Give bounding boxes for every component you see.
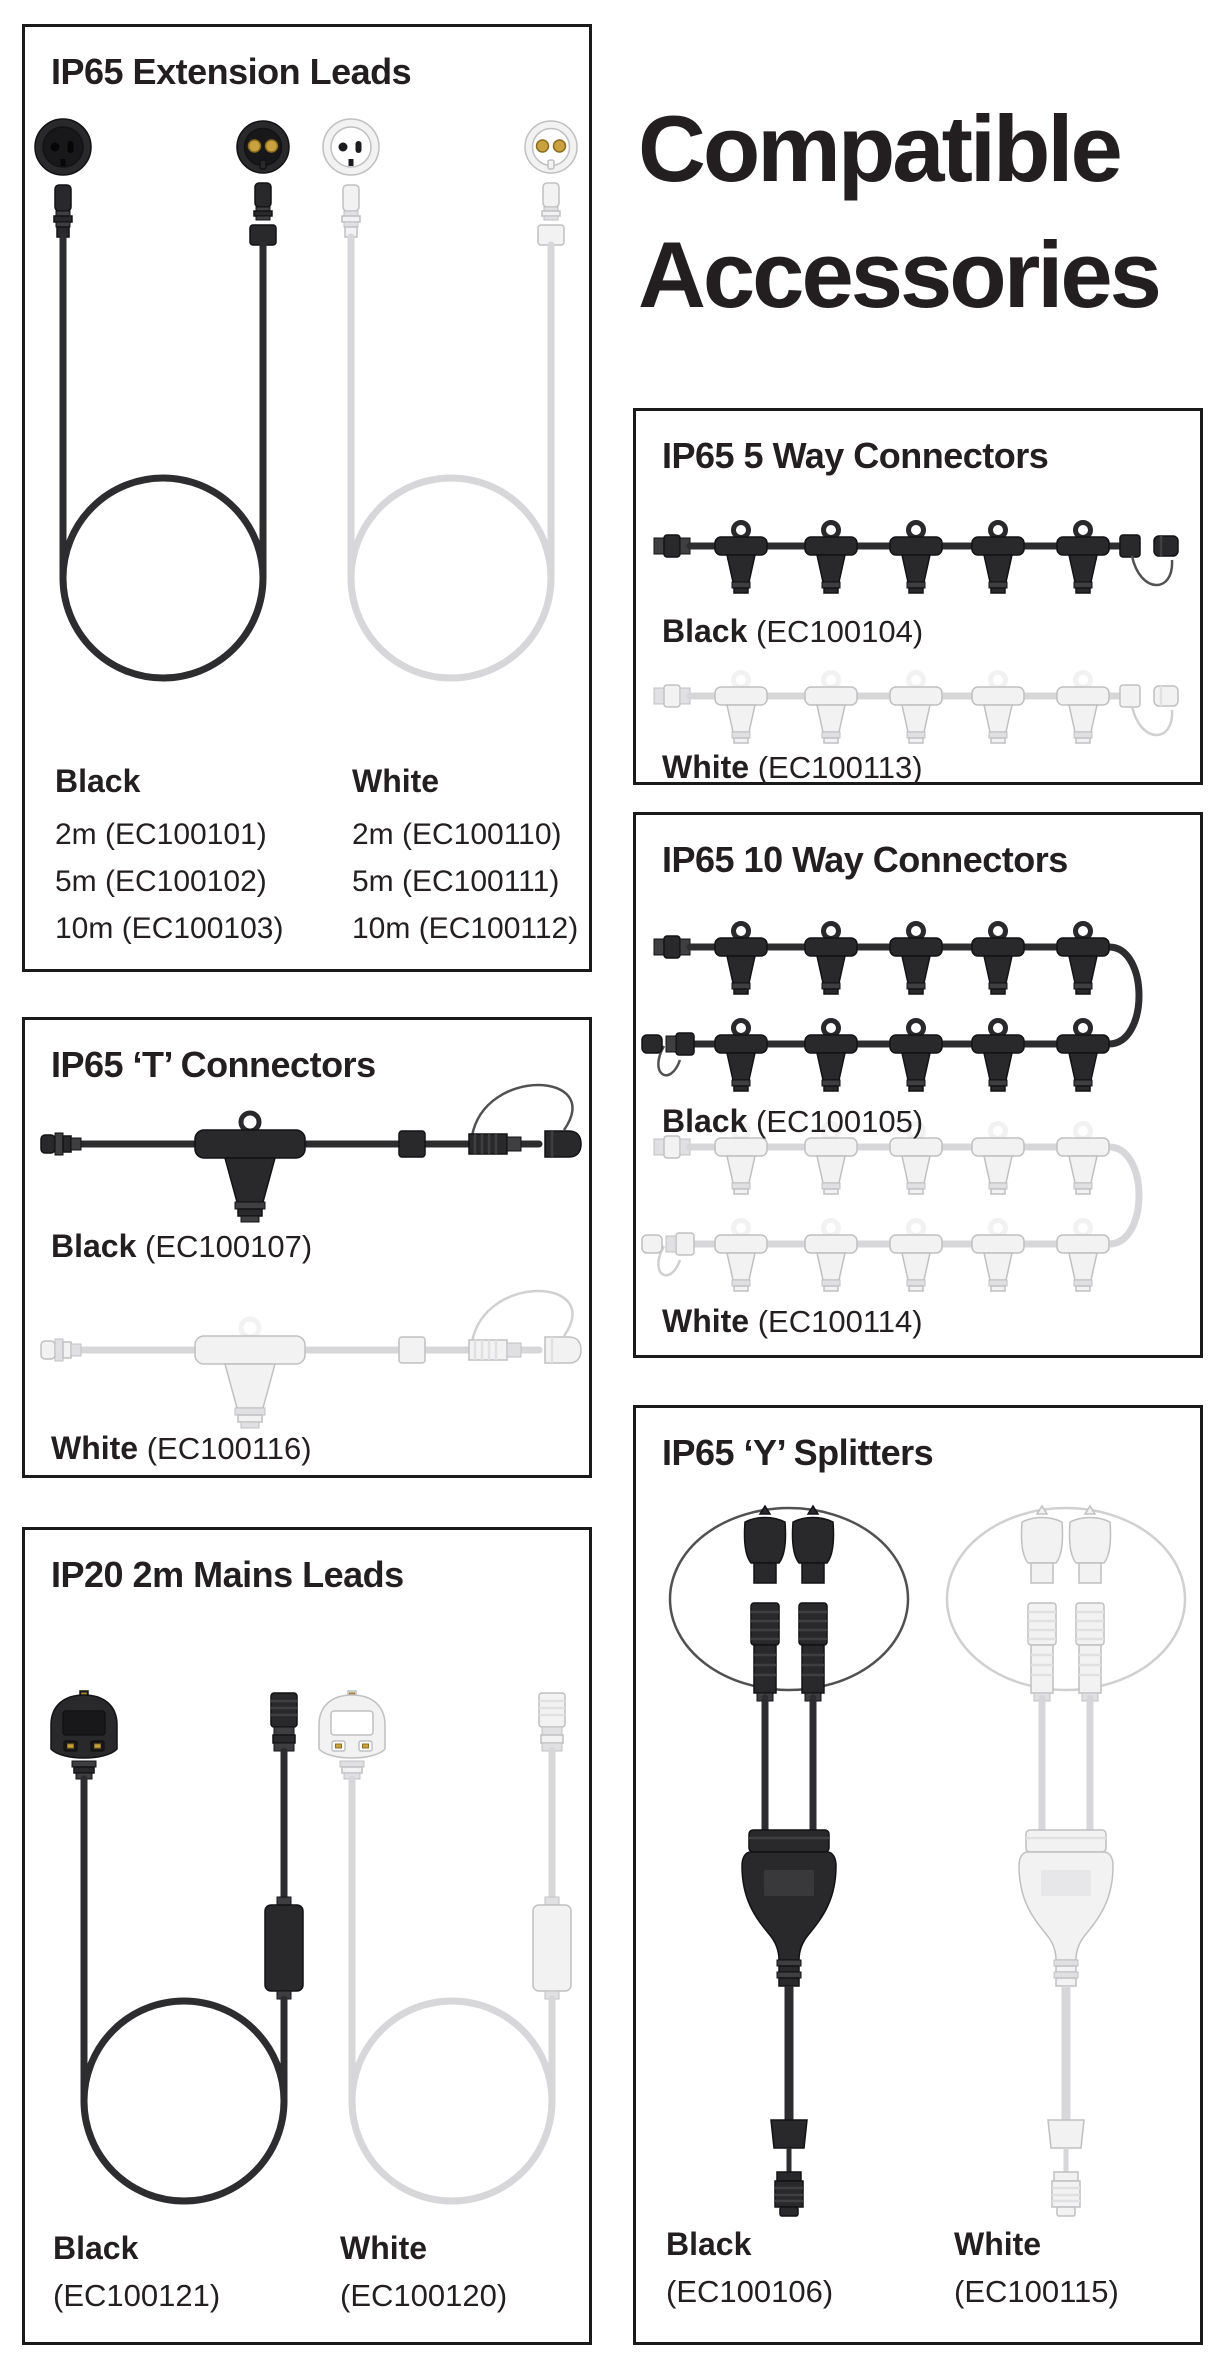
product-code: (EC100113) xyxy=(757,750,923,785)
card-title: IP65 ‘T’ Connectors xyxy=(51,1044,376,1085)
card-t-connectors xyxy=(22,1017,592,1478)
variant-color: White xyxy=(340,2230,428,2266)
product-code: 5m (EC100111) xyxy=(352,865,560,898)
product-code xyxy=(954,2274,1119,2310)
product-code-text: (EC100115) xyxy=(954,2274,1119,2309)
variant-color: Black xyxy=(53,2230,139,2266)
product-code: (EC100116) xyxy=(146,1431,312,1466)
y-splitters-illustration xyxy=(636,1503,1206,2221)
page-title-line2: Accessories xyxy=(638,222,1159,327)
card-five-way-connectors xyxy=(633,408,1203,785)
product-code-list xyxy=(352,811,578,952)
card-title: IP65 Extension Leads xyxy=(51,51,412,92)
variant-label xyxy=(51,1228,312,1265)
variant-color-label: White xyxy=(352,763,440,799)
product-code-list xyxy=(55,811,283,952)
card-ten-way-connectors xyxy=(633,812,1203,1358)
variant-color: Black xyxy=(51,1228,137,1264)
mains-leads-illustration xyxy=(25,1618,595,2218)
product-code: (EC100105) xyxy=(756,1104,924,1139)
product-code xyxy=(340,2278,507,2314)
variant-color: Black xyxy=(662,613,748,649)
product-code: 2m (EC100110) xyxy=(352,818,562,851)
card-title: IP65 10 Way Connectors xyxy=(662,839,1068,880)
card-title: IP65 ‘Y’ Splitters xyxy=(662,1432,934,1473)
card-extension-leads xyxy=(22,24,592,972)
variant-label xyxy=(662,749,923,786)
page-title xyxy=(638,86,1159,338)
card-y-splitters xyxy=(633,1405,1203,2345)
variant-color: Black xyxy=(666,2226,752,2262)
extension-leads-illustration xyxy=(25,117,595,682)
card-mains-leads xyxy=(22,1527,592,2345)
product-code-text: (EC100121) xyxy=(53,2278,221,2313)
product-code: (EC100114) xyxy=(757,1304,923,1339)
card-title: IP65 5 Way Connectors xyxy=(662,435,1049,476)
variant-color: Black xyxy=(662,1103,748,1139)
product-code xyxy=(53,2278,220,2314)
product-code: 2m (EC100101) xyxy=(55,818,267,851)
variant-color: White xyxy=(662,749,750,785)
variant-color: White xyxy=(954,2226,1042,2262)
page-title-line1: Compatible xyxy=(638,96,1120,201)
variant-color: White xyxy=(51,1430,139,1466)
product-code-text: (EC100106) xyxy=(666,2274,834,2309)
product-code: 5m (EC100102) xyxy=(55,865,267,898)
variant-label xyxy=(51,1430,312,1467)
product-code-text: (EC100120) xyxy=(340,2278,508,2313)
variant-label xyxy=(662,613,923,650)
variant-color: White xyxy=(662,1303,750,1339)
product-code: (EC100107) xyxy=(145,1229,313,1264)
variant-label xyxy=(662,1303,923,1340)
card-title: IP20 2m Mains Leads xyxy=(51,1554,404,1595)
product-code: 10m (EC100112) xyxy=(352,912,579,945)
variant-label xyxy=(662,1103,923,1140)
product-code xyxy=(666,2274,833,2310)
product-code: (EC100104) xyxy=(756,614,924,649)
variant-color-label: Black xyxy=(55,763,141,799)
product-code: 10m (EC100103) xyxy=(55,912,284,945)
